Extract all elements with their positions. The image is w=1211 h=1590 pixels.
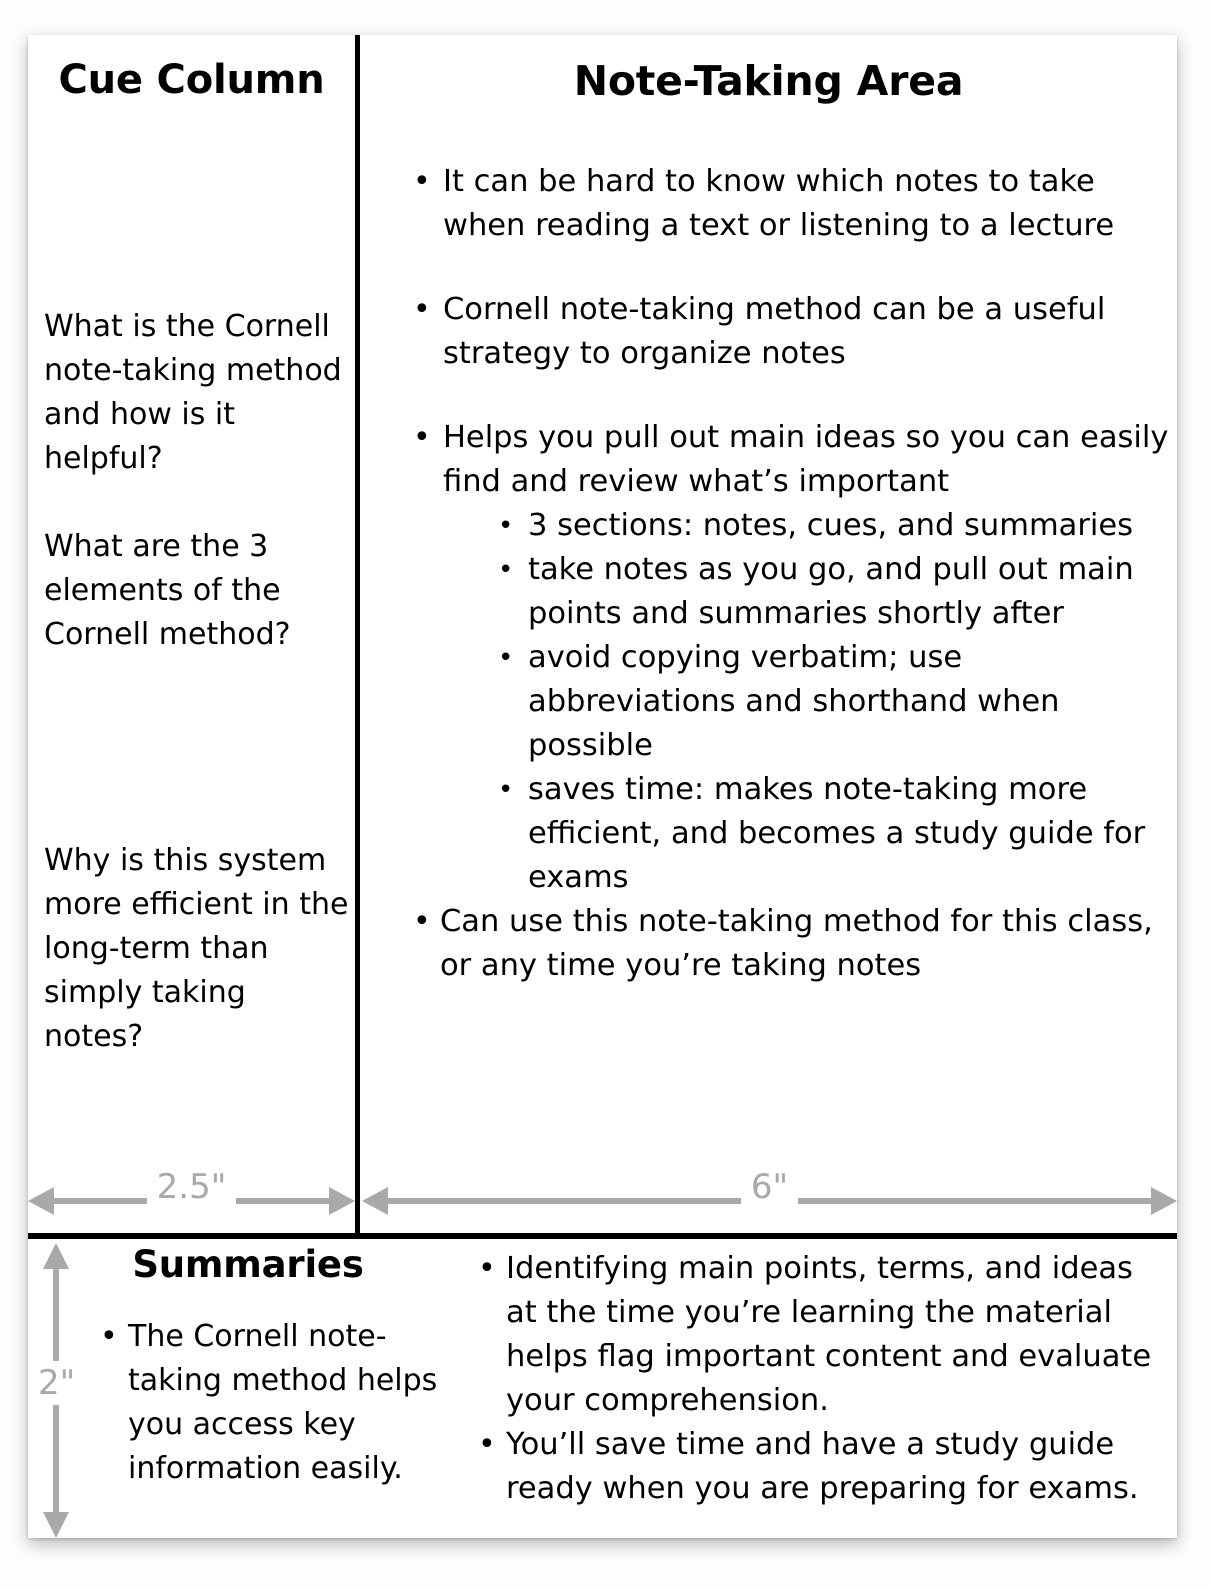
bullet-dot: • (413, 420, 431, 455)
note-sub-bullet-text: saves time: makes note-taking more efficient, and becomes a study guide for exams (528, 772, 1146, 895)
note-sub-bullet-text: avoid copying verbatim; use abbreviations and shorthand when possible (528, 640, 1060, 763)
cue-column-header: Cue Column (58, 57, 325, 103)
summary-bullet (478, 1423, 1168, 1511)
note-sub-bullet (368, 504, 1173, 548)
summary-bullet-text: The Cornell note-taking method helps you access key information easily. (128, 1319, 438, 1486)
cue-question: What is the Cornell note-taking method and how is it helpful? (44, 309, 342, 476)
measurement-cue-width (28, 1167, 355, 1215)
note-bullet-text: Can use this note-taking method for this class, or any time you’re taking notes (440, 904, 1153, 983)
note-taking-area-header: Note-Taking Area (573, 57, 964, 105)
summary-bullet-text: You’ll save time and have a study guide ready when you are preparing for exams. (506, 1427, 1139, 1506)
bullet-dot: • (478, 1251, 496, 1286)
summaries-header: Summaries (132, 1243, 364, 1286)
cue-question: Why is this system more efficient in the long-term than simply taking notes? (44, 843, 349, 1054)
note-sub-bullet-text: take notes as you go, and pull out main points and summaries shortly after (528, 552, 1134, 631)
summaries-right-column (478, 1247, 1168, 1511)
summaries-left-column (100, 1315, 470, 1491)
bullet-dot: • (498, 775, 514, 805)
note-bullet (368, 416, 1173, 504)
measurement-label: 6" (362, 1167, 1177, 1207)
measurement-label: 2.5" (28, 1167, 355, 1207)
summary-bullet (100, 1315, 470, 1491)
note-sub-bullet-text: 3 sections: notes, cues, and summaries (528, 508, 1134, 543)
note-bullet (368, 160, 1173, 248)
measurement-summary-height (36, 1243, 106, 1538)
note-sub-bullet-list (368, 504, 1173, 900)
summary-bullet (478, 1247, 1168, 1423)
measurement-label: 2" (36, 1361, 102, 1405)
note-bullet-text: Cornell note-taking method can be a useful strategy to organize notes (443, 292, 1106, 371)
cue-column (44, 305, 349, 1059)
cornell-note-card (28, 35, 1177, 1538)
note-bullet-text: Helps you pull out main ideas so you can easily find and review what’s important (443, 420, 1169, 499)
vertical-divider (355, 35, 360, 1233)
bullet-dot: • (100, 1319, 118, 1354)
measurement-note-width (362, 1167, 1177, 1215)
note-sub-bullet (368, 768, 1173, 900)
note-bullet (368, 288, 1173, 376)
note-taking-area (368, 160, 1173, 988)
note-sub-bullet (368, 548, 1173, 636)
bullet-dot: • (498, 643, 514, 673)
note-bullet (368, 900, 1173, 988)
note-bullet-text: It can be hard to know which notes to take when reading a text or listening to a lecture (443, 164, 1115, 243)
horizontal-divider (28, 1233, 1177, 1239)
note-sub-bullet (368, 636, 1173, 768)
bullet-dot: • (498, 511, 514, 541)
summary-bullet-text: Identifying main points, terms, and ideas at the time you’re learning the material helps flag important content and evaluate your comprehension. (506, 1251, 1152, 1418)
bullet-dot: • (413, 164, 431, 199)
cue-question: What are the 3 elements of the Cornell method? (44, 529, 291, 652)
bullet-dot: • (413, 904, 431, 939)
bullet-dot: • (498, 555, 514, 585)
bullet-dot: • (413, 292, 431, 327)
bullet-dot: • (478, 1427, 496, 1462)
